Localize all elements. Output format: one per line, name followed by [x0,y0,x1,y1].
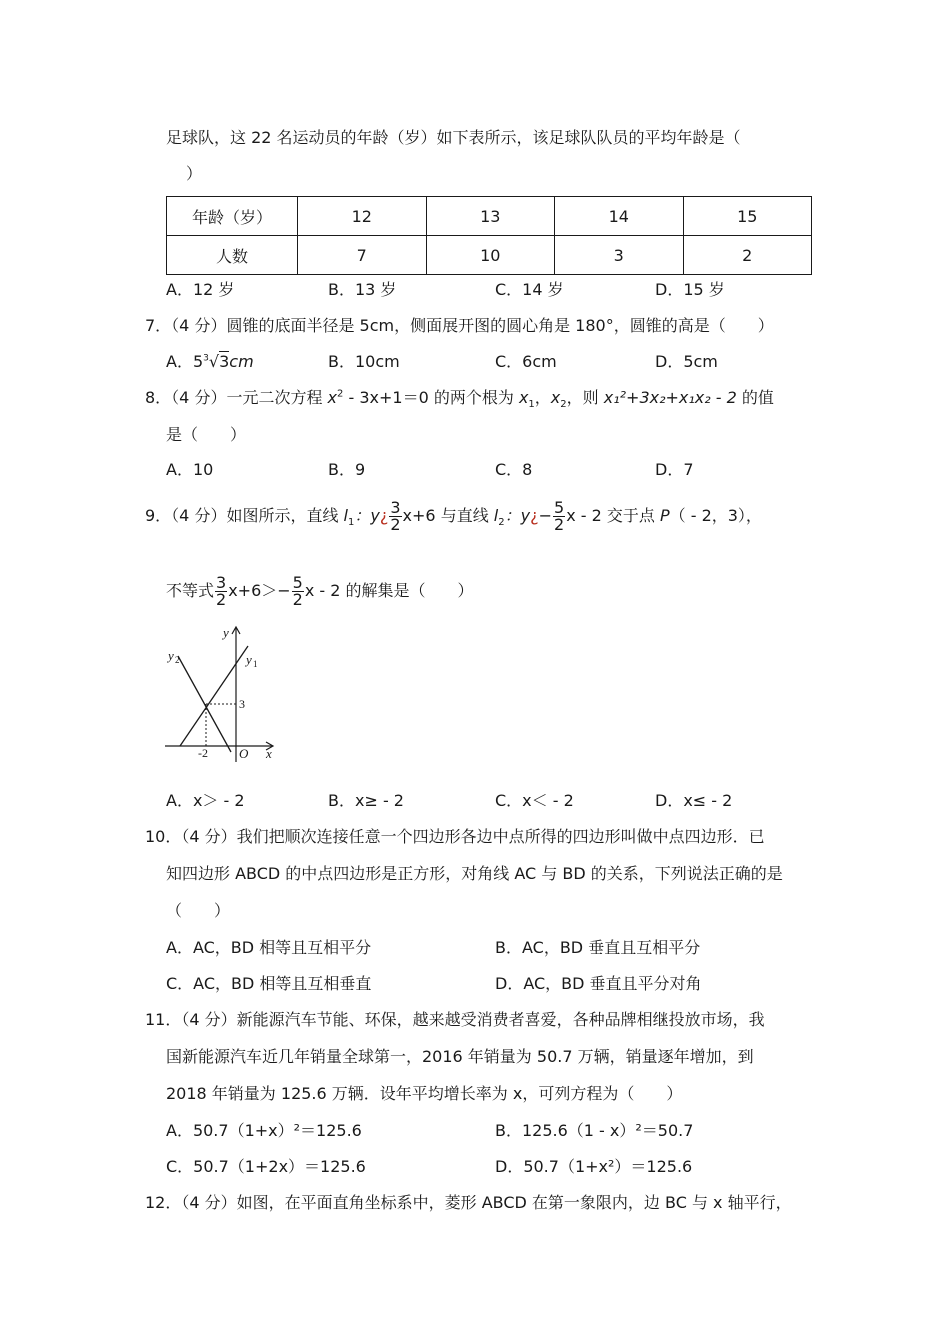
q8-var: x [327,388,338,407]
table-cell: 2 [683,236,812,275]
q8-exp: 2 [337,388,344,400]
table-cell: 7 [298,236,427,275]
q8-stem-line1 [145,388,774,411]
q9-text: 不等式 [166,581,215,600]
q9-var: P [659,506,670,525]
q7-stem: 7．（4 分）圆锥的底面半径是 5cm，侧面展开图的圆心角是 180°，圆锥的高是（ ） [145,316,774,335]
table-cell: 14 [555,197,684,236]
root-index: 3 [203,353,209,364]
q9-option-a: A．x＞ - 2 [166,791,245,810]
q7-option-c: C．6cm [495,352,557,371]
q9-sub: 2 [498,517,505,529]
radicand: 3 [219,352,230,371]
q8-text: 8．（4 分）一元二次方程 [145,388,328,407]
table-row [167,236,812,275]
q9-option-c: C．x＜ - 2 [495,791,574,810]
y2-subscript: 2 [175,655,180,665]
age-table [166,196,812,275]
line-y1 [180,646,248,746]
q9-text: x+6＞− [228,581,291,600]
q8-option-b: B．9 [328,460,366,479]
fraction-numerator: 3 [390,498,401,517]
q11-option-b: B．125.6（1 - x）²＝50.7 [495,1121,694,1140]
fraction-numerator: 5 [554,498,565,517]
table-row [167,197,812,236]
y2-label: y [168,648,174,663]
q6-option-a: A．12 岁 [166,280,235,299]
q7-a-unit: cm [229,352,254,371]
q12-stem-line1: 12．（4 分）如图，在平面直角坐标系中，菱形 ABCD 在第一象限内，边 BC 与 x 轴平行， [145,1193,792,1212]
q6-option-d: D．15 岁 [655,280,725,299]
q10-option-a: A．AC，BD 相等且互相平分 [166,938,372,957]
q8-text: ， [534,388,551,407]
fraction [215,575,227,608]
y-axis-label: y [223,625,229,640]
q8-option-a: A．10 [166,460,214,479]
q10-option-c: C．AC，BD 相等且互相垂直 [166,974,372,993]
q8-sub: 2 [560,399,567,411]
q11-stem-line3: 2018 年销量为 125.6 万辆．设年平均增长率为 x，可列方程为（ ） [166,1084,683,1103]
q9-garbled-char: ¿ [379,506,389,525]
q8-expression: x₁²+3x₂+x₁x₂ - 2 [603,388,737,407]
q9-option-b: B．x≥ - 2 [328,791,404,810]
fraction-numerator: 3 [216,573,227,592]
q7-option-d: D．5cm [655,352,718,371]
radical-sign: √ [208,352,220,371]
q9-text: − [538,506,552,525]
table-cell: 年龄（岁） [167,197,298,236]
table-cell: 人数 [167,236,298,275]
table-cell: 3 [555,236,684,275]
q9-text: 9．（4 分）如图所示，直线 [145,506,344,525]
x-axis-label: x [266,746,272,761]
q8-option-d: D．7 [655,460,694,479]
fraction-denominator: 2 [216,590,227,609]
q11-option-d: D．50.7（1+x²）＝125.6 [495,1157,693,1176]
q7-option-a [166,352,254,372]
q6-stem-line1: 足球队，这 22 名运动员的年龄（岁）如下表所示，该足球队队员的平均年龄是（ [166,128,741,147]
q9-line-graph [160,622,280,768]
q11-stem-line1: 11．（4 分）新能源汽车节能、环保，越来越受消费者喜爱，各种品牌相继投放市场，我 [145,1010,765,1029]
q8-var: x [518,388,529,407]
y1-label: y [246,652,252,667]
q9-sub: 1 [348,517,355,529]
tick-label-3: 3 [239,697,245,711]
q9-var: l [493,506,499,525]
q9-var: l [343,506,348,525]
q10-stem-line3: （ ） [166,901,231,920]
q6-option-c: C．14 岁 [495,280,564,299]
table-cell: 13 [426,197,555,236]
q11-option-a: A．50.7（1+x）²＝125.6 [166,1121,362,1140]
q7-option-b: B．10cm [328,352,400,371]
q6-stem-line2: ） [186,164,203,183]
q9-text: x - 2 交于点 [566,506,660,525]
y1-subscript: 1 [253,659,258,669]
q8-text: - 3x+1＝0 的两个根为 [343,388,519,407]
fraction-denominator: 2 [554,515,565,534]
tick-label-neg2: -2 [198,746,208,760]
q10-option-b: B．AC，BD 垂直且互相平分 [495,938,701,957]
q8-stem-line2: 是（ ） [166,425,247,444]
fraction [292,575,304,608]
q9-stem-line1 [145,497,762,535]
fraction-denominator: 2 [390,515,401,534]
q8-sub: 1 [528,399,535,411]
q9-stem-line2 [166,572,474,610]
q11-option-c: C．50.7（1+2x）＝125.6 [166,1157,366,1176]
q6-option-b: B．13 岁 [328,280,397,299]
origin-label: O [239,746,249,761]
q9-text: x+6 与直线 [402,506,494,525]
q11-stem-line2: 国新能源汽车近几年销量全球第一，2016 年销量为 50.7 万辆，销量逐年增加，到 [166,1047,754,1066]
q9-text: x - 2 的解集是（ ） [304,581,474,600]
fraction [389,500,401,533]
q8-text: 的值 [736,388,774,407]
q9-var: ：y [354,506,380,525]
q9-text: （ - 2，3）， [669,506,762,525]
q7-a-prefix: A．5 [166,352,204,371]
q9-garbled-char: ¿ [530,506,539,525]
q8-text: ，则 [566,388,604,407]
fraction-numerator: 5 [292,573,303,592]
table-cell: 10 [426,236,555,275]
q9-var: ：y [504,506,531,525]
fraction-denominator: 2 [292,590,303,609]
q8-var: x [550,388,561,407]
q10-stem-line2: 知四边形 ABCD 的中点四边形是正方形，对角线 AC 与 BD 的关系，下列说法正确的是 [166,864,783,883]
table-cell: 15 [683,197,812,236]
q9-option-d: D．x≤ - 2 [655,791,733,810]
q10-option-d: D．AC，BD 垂直且平分对角 [495,974,702,993]
table-cell: 12 [298,197,427,236]
q10-stem-line1: 10．（4 分）我们把顺次连接任意一个四边形各边中点所得的四边形叫做中点四边形．已 [145,827,765,846]
q8-option-c: C．8 [495,460,533,479]
fraction [553,500,565,533]
